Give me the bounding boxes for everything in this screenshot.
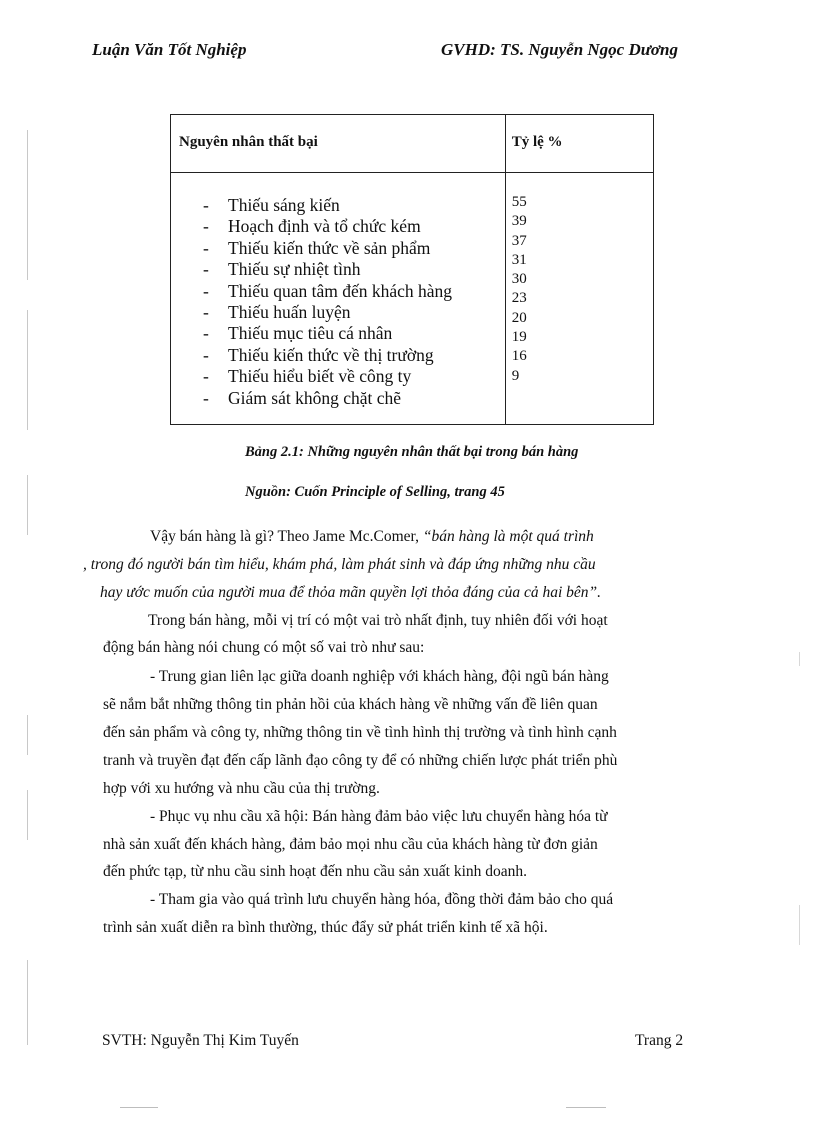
list-item: - Thiếu huấn luyện: [203, 302, 351, 323]
list-item: - Thiếu mục tiêu cá nhân: [203, 323, 393, 344]
paragraph-line: , trong đó người bán tìm hiểu, khám phá, làm phát sinh và đáp ứng những nhu cầu: [83, 556, 596, 573]
table-header-row: [171, 115, 654, 173]
scan-edge-line: [27, 790, 28, 840]
paragraph-line: hợp với xu hướng và nhu cầu của thị trường.: [103, 780, 380, 797]
list-item: - Thiếu sự nhiệt tình: [203, 259, 361, 280]
scan-edge-line: [566, 1107, 606, 1108]
cause-list: [171, 195, 505, 409]
paragraph-line: tranh và truyền đạt đến cấp lãnh đạo công ty để có những chiến lược phát triển phù: [103, 752, 618, 769]
paragraph-line: Vậy bán hàng là gì? Theo Jame Mc.Comer, “bán hàng là một quá trình: [150, 528, 594, 545]
column-header-rate: Tỷ lệ %: [505, 115, 653, 173]
list-item: - Thiếu kiến thức về sản phẩm: [203, 237, 431, 258]
failure-causes-table: [170, 114, 654, 425]
list-item: - Thiếu sáng kiến: [203, 195, 340, 215]
list-item: - Thiếu quan tâm đến khách hàng: [203, 280, 453, 301]
paragraph-line: sẽ nắm bắt những thông tin phản hồi của khách hàng về những vấn đề liên quan: [103, 696, 598, 713]
paragraph-line: - Tham gia vào quá trình lưu chuyển hàng hóa, đồng thời đảm bảo cho quá: [150, 891, 614, 908]
column-header-cause: Nguyên nhân thất bại: [171, 115, 506, 173]
list-item: 31: [511, 251, 527, 268]
list-item: - Thiếu kiến thức về thị trường: [203, 344, 434, 365]
list-item: 37: [511, 232, 527, 249]
paragraph-line: đến phức tạp, từ nhu cầu sinh hoạt đến nhu cầu sản xuất kinh doanh.: [103, 863, 528, 880]
scan-edge-line: [27, 715, 28, 755]
table-body-row: [171, 173, 654, 425]
list-item: - Giám sát không chặt chẽ: [203, 387, 402, 408]
header-thesis-title: Luận Văn Tốt Nghiệp: [92, 40, 247, 59]
paragraph-line: nhà sản xuất đến khách hàng, đảm bảo mọi nhu cầu của khách hàng từ đơn giản: [103, 836, 598, 853]
list-item: 55: [511, 194, 527, 210]
table-source: Nguồn: Cuốn Principle of Selling, trang 45: [245, 484, 505, 500]
list-item: 39: [511, 213, 527, 230]
list-item: 30: [511, 271, 527, 288]
paragraph-line: - Trung gian liên lạc giữa doanh nghiệp với khách hàng, đội ngũ bán hàng: [150, 668, 609, 685]
paragraph-line: - Phục vụ nhu cầu xã hội: Bán hàng đảm bảo việc lưu chuyển hàng hóa từ: [150, 808, 608, 825]
scan-edge-line: [27, 960, 28, 1045]
list-item: 23: [511, 290, 527, 307]
scan-edge-line: [27, 310, 28, 430]
paragraph-line: trình sản xuất diễn ra bình thường, thúc đẩy sử phát triển kinh tế xã hội.: [103, 919, 548, 936]
footer-student: SVTH: Nguyễn Thị Kim Tuyến: [102, 1032, 299, 1049]
list-item: - Thiếu hiểu biết về công ty: [203, 366, 412, 387]
paragraph-line: đến sản phẩm và công ty, những thông tin về tình hình thị trường và tình hình cạnh: [103, 724, 617, 741]
scan-edge-line: [120, 1107, 158, 1108]
scan-edge-line: [799, 652, 800, 666]
scan-edge-line: [27, 130, 28, 280]
list-item: 19: [511, 329, 527, 346]
scan-edge-line: [27, 475, 28, 535]
scan-edge-line: [799, 905, 800, 945]
table-caption: Bảng 2.1: Những nguyên nhân thất bại trong bán hàng: [245, 444, 579, 460]
header-supervisor: GVHD: TS. Nguyễn Ngọc Dương: [441, 40, 679, 59]
list-item: 9: [511, 367, 520, 384]
paragraph-line: hay ước muốn của người mua để thỏa mãn quyền lợi thỏa đáng của cả hai bên”.: [100, 584, 602, 601]
footer-page-number: Trang 2: [635, 1032, 684, 1049]
rate-list: [506, 193, 653, 386]
paragraph-line: Trong bán hàng, mỗi vị trí có một vai trò nhất định, tuy nhiên đối với hoạt: [148, 612, 608, 629]
list-item: 16: [511, 348, 527, 365]
cause-cell: [171, 173, 506, 425]
rate-cell: [505, 173, 653, 425]
list-item: - Hoạch định và tổ chức kém: [203, 216, 421, 237]
list-item: 20: [511, 309, 527, 326]
paragraph-line: động bán hàng nói chung có một số vai trò như sau:: [103, 639, 425, 656]
